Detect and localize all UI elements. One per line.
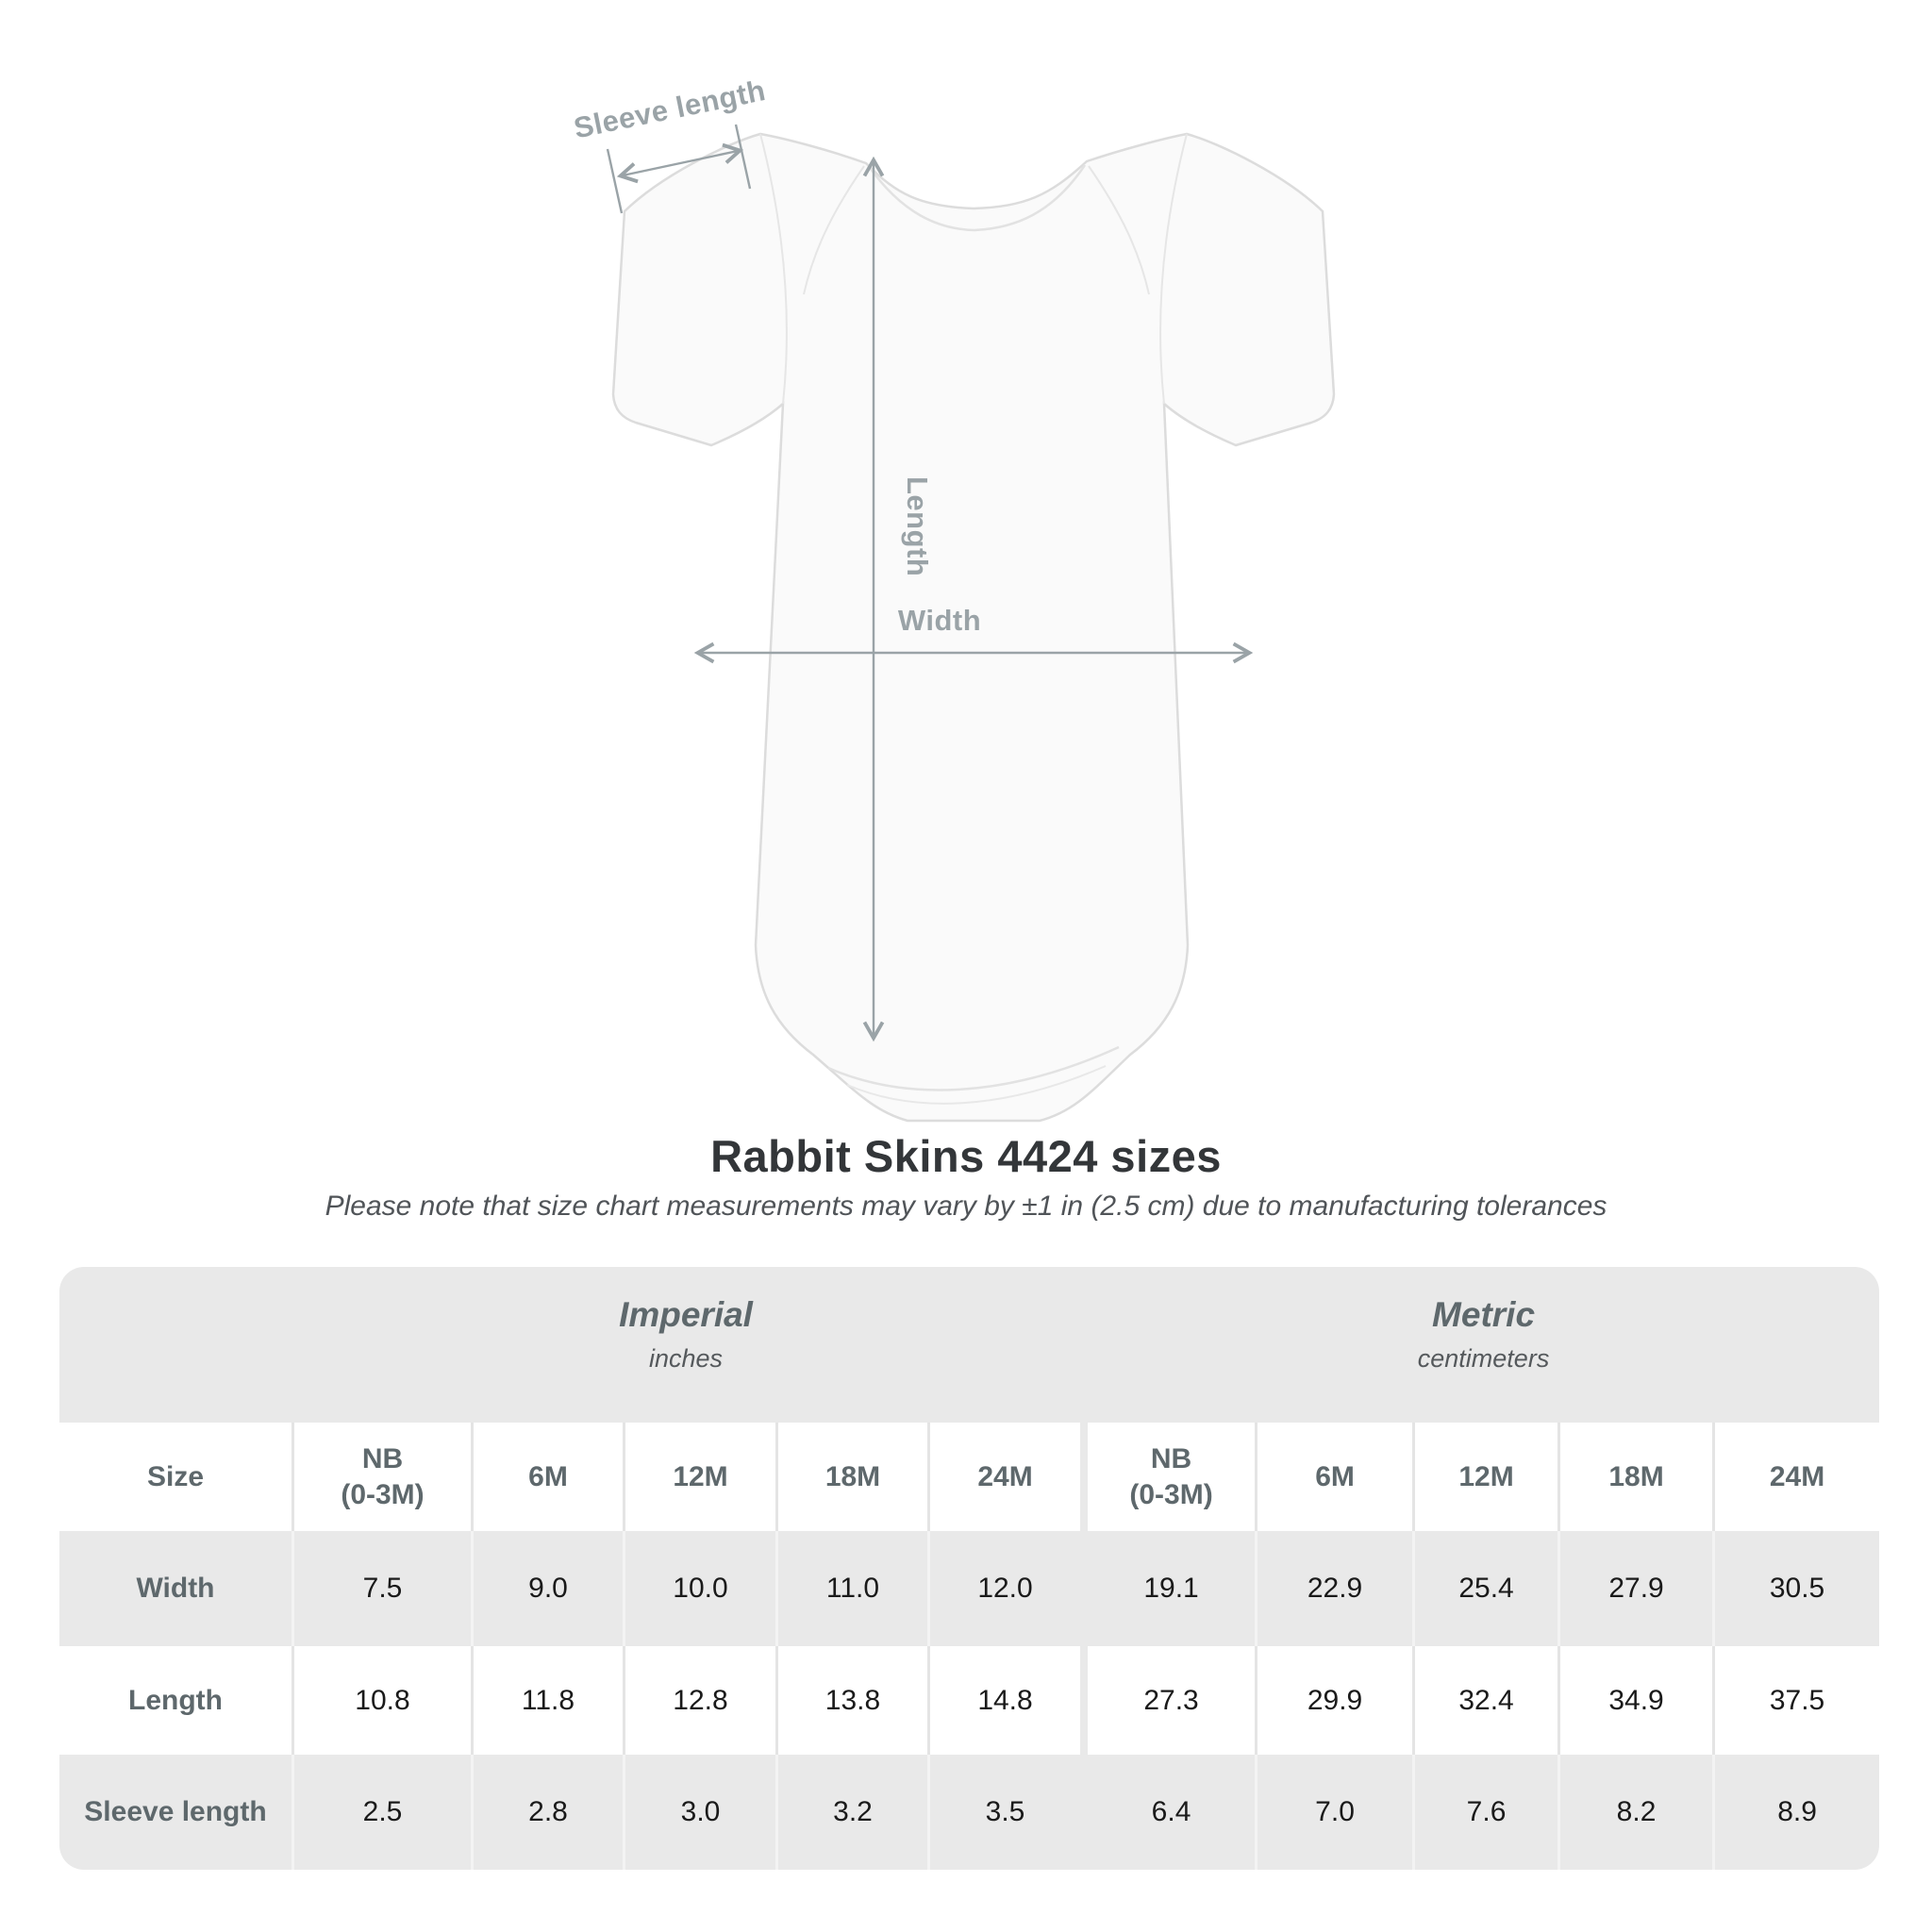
cell-value: 6.4	[1088, 1755, 1255, 1870]
cell-value: 34.9	[1557, 1646, 1712, 1755]
nb-line2: (0-3M)	[1129, 1478, 1213, 1510]
cell-value: 7.0	[1255, 1755, 1412, 1870]
half-divider	[1080, 1755, 1088, 1870]
col-header-nb-metric	[1088, 1423, 1255, 1531]
cell-value: 3.0	[623, 1755, 775, 1870]
nb-line1: NB	[361, 1443, 404, 1474]
cell-value: 7.5	[291, 1531, 471, 1646]
cell-value: 12.8	[623, 1646, 775, 1755]
sleeve-length-label: Sleeve length	[571, 73, 769, 145]
nb-line1: NB	[1150, 1443, 1192, 1474]
imperial-label: Imperial	[619, 1295, 753, 1334]
half-divider	[1080, 1423, 1088, 1531]
tolerance-note: Please note that size chart measurements may vary by ±1 in (2.5 cm) due to manufacturing tolerances	[325, 1191, 1607, 1222]
imperial-header	[291, 1267, 1080, 1423]
cell-value: 25.4	[1412, 1531, 1557, 1646]
cell-value: 29.9	[1255, 1646, 1412, 1755]
imperial-unit-label: inches	[648, 1344, 724, 1373]
cell-value: 22.9	[1255, 1531, 1412, 1646]
width-label: Width	[897, 604, 982, 637]
cell-value: 2.8	[471, 1755, 623, 1870]
half-divider	[1080, 1531, 1088, 1646]
cell-value: 12.0	[927, 1531, 1080, 1646]
cell-value: 27.3	[1088, 1646, 1255, 1755]
half-divider	[1080, 1267, 1088, 1423]
cell-value: 11.8	[471, 1646, 623, 1755]
size-column-header: Size	[59, 1423, 291, 1531]
metric-header	[1088, 1267, 1879, 1423]
row-label-length: Length	[59, 1646, 291, 1755]
half-divider	[1080, 1646, 1088, 1755]
row-label-sleeve-length: Sleeve length	[59, 1755, 291, 1870]
cell-value: 10.0	[623, 1531, 775, 1646]
col-header-6m-metric: 6M	[1255, 1423, 1412, 1531]
cell-value: 3.5	[927, 1755, 1080, 1870]
metric-unit-label: centimeters	[1417, 1344, 1550, 1373]
col-header-24m-metric: 24M	[1712, 1423, 1879, 1531]
cell-value: 13.8	[775, 1646, 927, 1755]
cell-value: 14.8	[927, 1646, 1080, 1755]
size-table	[59, 1267, 1879, 1870]
col-header-6m-imperial: 6M	[471, 1423, 623, 1531]
unit-corner-cell	[59, 1267, 291, 1423]
table-row-width	[59, 1531, 1879, 1646]
col-header-18m-metric: 18M	[1557, 1423, 1712, 1531]
length-label: Length	[901, 476, 934, 577]
cell-value: 11.0	[775, 1531, 927, 1646]
cell-value: 10.8	[291, 1646, 471, 1755]
col-header-12m-metric: 12M	[1412, 1423, 1557, 1531]
cell-value: 30.5	[1712, 1531, 1879, 1646]
unit-header-row	[59, 1267, 1879, 1423]
cell-value: 2.5	[291, 1755, 471, 1870]
cell-value: 8.9	[1712, 1755, 1879, 1870]
cell-value: 9.0	[471, 1531, 623, 1646]
cell-value: 27.9	[1557, 1531, 1712, 1646]
table-row-sleeve-length	[59, 1755, 1879, 1870]
cell-value: 7.6	[1412, 1755, 1557, 1870]
page-title: Rabbit Skins 4424 sizes	[710, 1131, 1222, 1181]
metric-label: Metric	[1432, 1295, 1536, 1334]
cell-value: 3.2	[775, 1755, 927, 1870]
cell-value: 32.4	[1412, 1646, 1557, 1755]
cell-value: 37.5	[1712, 1646, 1879, 1755]
col-header-nb-imperial	[291, 1423, 471, 1531]
row-label-width: Width	[59, 1531, 291, 1646]
nb-line2: (0-3M)	[341, 1478, 425, 1510]
col-header-24m-imperial: 24M	[927, 1423, 1080, 1531]
col-header-12m-imperial: 12M	[623, 1423, 775, 1531]
table-row-length	[59, 1646, 1879, 1755]
size-header-row	[59, 1423, 1879, 1531]
cell-value: 8.2	[1557, 1755, 1712, 1870]
sleeve-extent-tick-left	[608, 149, 622, 213]
col-header-18m-imperial: 18M	[775, 1423, 927, 1531]
cell-value: 19.1	[1088, 1531, 1255, 1646]
